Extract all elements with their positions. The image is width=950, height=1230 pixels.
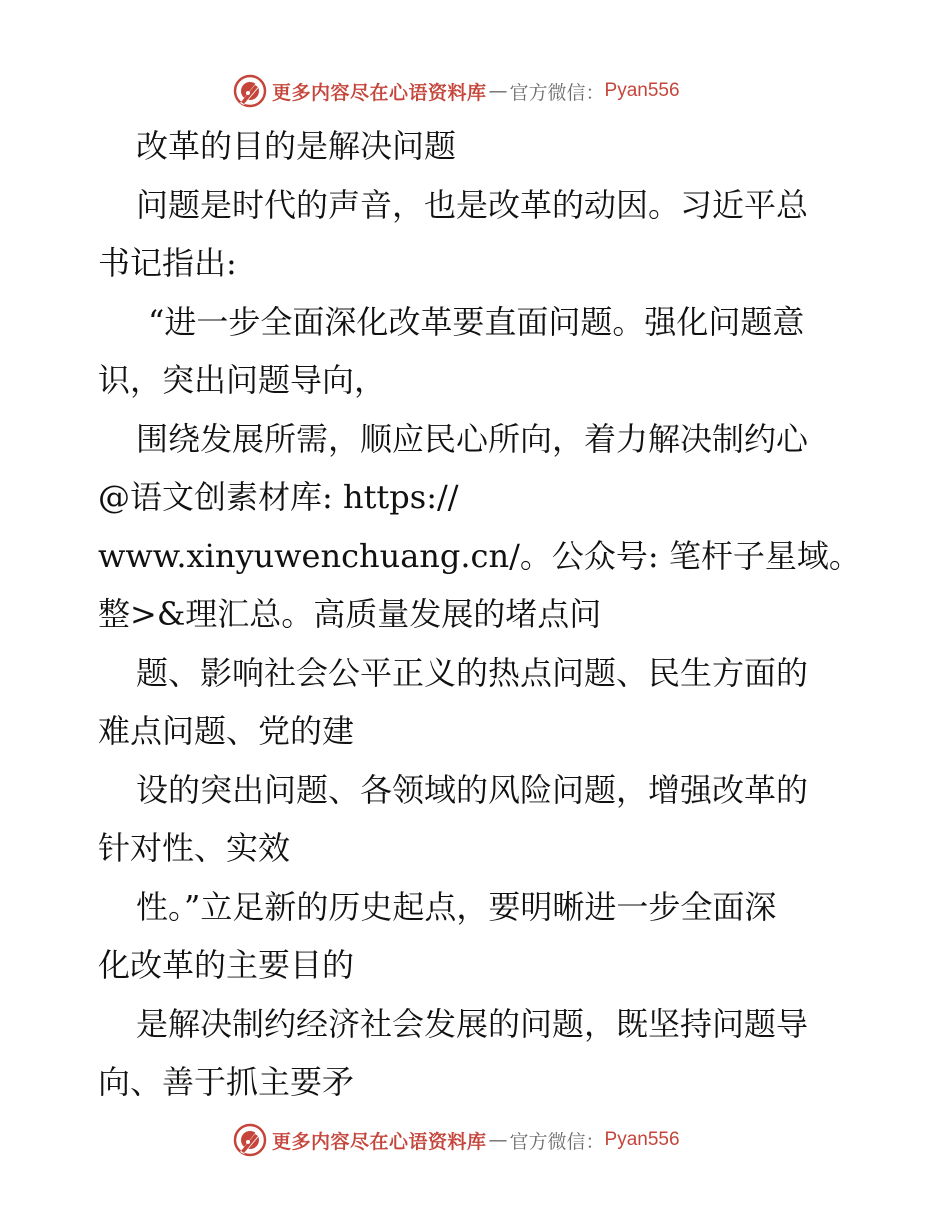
body-line: 性。”立足新的历史起点，要明晰进一步全面深 [136,887,777,926]
banner-wechat-label: 官方微信： [509,81,605,104]
body-line: 向、善于抓主要矛 [98,1063,355,1101]
body-line: 题、影响社会公平正义的热点问题、民生方面的 [136,653,809,692]
body-line: 整>&理汇总。高质量发展的堵点问 [98,595,602,633]
body-line: 设的突出问题、各领域的风险问题，增强改革的 [136,770,809,809]
pen-logo-icon [232,1122,268,1158]
banner-text: 更多内容尽在心语资料库 [272,1130,487,1153]
body-line: 书记指出: [98,244,237,282]
banner-text: 更多内容尽在心语资料库 [272,81,487,104]
pen-logo-icon [232,73,268,109]
body-line: 识，突出问题导向， [98,361,387,399]
body-line: 难点问题、党的建 [98,712,355,750]
document-body [98,117,861,1112]
banner-dash: — [488,1129,508,1151]
body-line: 化改革的主要目的 [98,946,355,984]
header-watermark-banner [232,71,680,111]
body-line: 围绕发展所需，顺应民心所向，着力解决制约心 [136,419,809,458]
body-line: 改革的目的是解决问题 [136,127,457,165]
body-line: @语文创素材库: https:// [98,478,459,516]
body-line: 问题是时代的声音，也是改革的动因。习近平总 [136,185,809,224]
body-line: 针对性、实效 [98,829,291,867]
banner-wechat-id: Pyan556 [604,1129,680,1150]
banner-wechat-id: Pyan556 [604,80,680,101]
footer-watermark-banner [232,1120,680,1160]
banner-dash: — [488,80,508,102]
banner-wechat-label: 官方微信： [509,1130,605,1153]
body-line: “进一步全面深化改革要直面问题。强化问题意 [148,302,805,341]
body-line: www.xinyuwenchuang.cn/。公众号: 笔杆子星域。 [98,536,861,575]
body-line: 是解决制约经济社会发展的问题，既坚持问题导 [136,1004,809,1043]
